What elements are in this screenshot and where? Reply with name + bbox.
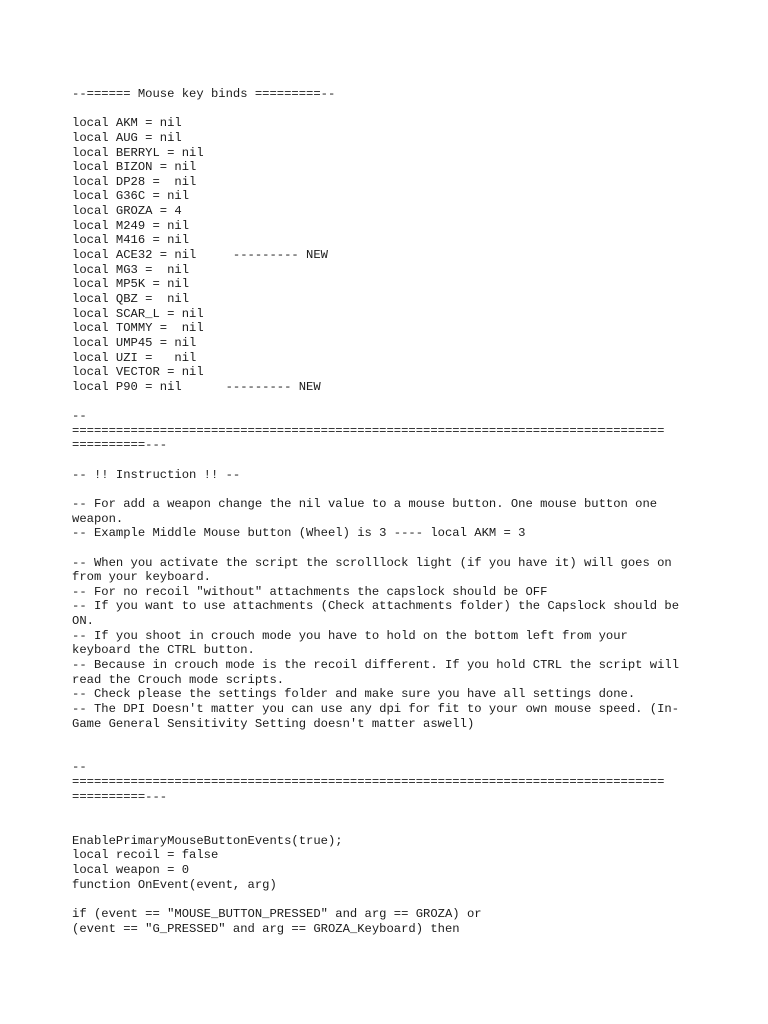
text-line: [72, 892, 702, 907]
text-line: ==========---: [72, 438, 168, 453]
text-line: local UZI = nil: [72, 350, 197, 365]
text-line: --: [72, 409, 87, 424]
text-line: local SCAR_L = nil: [72, 306, 204, 321]
text-line: -- If you shoot in crouch mode you have to hold on the bottom left from your: [72, 628, 628, 643]
text-line: local AKM = nil: [72, 116, 182, 131]
text-line: local BERRYL = nil: [72, 145, 204, 160]
text-line: local MP5K = nil: [72, 277, 190, 292]
text-line: local VECTOR = nil: [72, 365, 204, 380]
text-line: -- !! Instruction !! --: [72, 467, 241, 482]
document-body: [72, 87, 702, 936]
text-line: ON.: [72, 614, 94, 629]
text-line: if (event == "MOUSE_BUTTON_PRESSED" and arg == GROZA) or: [72, 906, 482, 921]
text-line: local ACE32 = nil --------- NEW: [72, 248, 328, 263]
text-line: read the Crouch mode scripts.: [72, 672, 285, 687]
text-line: local MG3 = nil: [72, 262, 190, 277]
text-line: local P90 = nil --------- NEW: [72, 379, 321, 394]
text-line: [72, 482, 702, 497]
text-line: --====== Mouse key binds =========--: [72, 87, 336, 101]
text-line: (event == "G_PRESSED" and arg == GROZA_Keyboard) then: [72, 921, 460, 936]
text-line: local TOMMY = nil: [72, 321, 204, 336]
text-line: local weapon = 0: [72, 862, 190, 877]
text-line: weapon.: [72, 511, 124, 526]
text-line: function OnEvent(event, arg): [72, 877, 277, 892]
text-line: [72, 102, 702, 117]
text-line: -- If you want to use attachments (Check attachments folder) the Capslock should be: [72, 599, 680, 614]
text-line: [72, 394, 702, 409]
text-line: [72, 453, 702, 468]
text-line: Game General Sensitivity Setting doesn't matter aswell): [72, 716, 475, 731]
text-line: [72, 541, 702, 556]
text-line: local AUG = nil: [72, 130, 182, 145]
text-line: --: [72, 760, 87, 775]
text-line: local UMP45 = nil: [72, 335, 197, 350]
text-line: local recoil = false: [72, 848, 219, 863]
text-line: local GROZA = 4: [72, 204, 182, 219]
text-line: -- Because in crouch mode is the recoil different. If you hold CTRL the script will: [72, 657, 680, 672]
text-line: [72, 746, 702, 761]
text-line: [72, 731, 702, 746]
text-line: local QBZ = nil: [72, 291, 190, 306]
text-line: local DP28 = nil: [72, 174, 197, 189]
text-line: [72, 804, 702, 819]
text-line: EnablePrimaryMouseButtonEvents(true);: [72, 833, 343, 848]
text-line: local BIZON = nil: [72, 160, 197, 175]
text-line: -- Check please the settings folder and make sure you have all settings done.: [72, 687, 636, 702]
text-line: -- For add a weapon change the nil value to a mouse button. One mouse button one: [72, 496, 658, 511]
text-line: -- For no recoil "without" attachments the capslock should be OFF: [72, 584, 548, 599]
text-line: =================================================================================: [72, 775, 665, 790]
text-line: =================================================================================: [72, 423, 665, 438]
text-line: [72, 819, 702, 834]
text-line: -- Example Middle Mouse button (Wheel) is 3 ---- local AKM = 3: [72, 526, 526, 541]
text-line: from your keyboard.: [72, 570, 211, 585]
text-line: -- The DPI Doesn't matter you can use any dpi for fit to your own mouse speed. (In-: [72, 701, 680, 716]
text-line: local G36C = nil: [72, 189, 190, 204]
text-line: keyboard the CTRL button.: [72, 643, 255, 658]
text-line: local M249 = nil: [72, 218, 190, 233]
text-line: ==========---: [72, 789, 168, 804]
text-line: local M416 = nil: [72, 233, 190, 248]
text-line: -- When you activate the script the scrolllock light (if you have it) will goes on: [72, 555, 672, 570]
